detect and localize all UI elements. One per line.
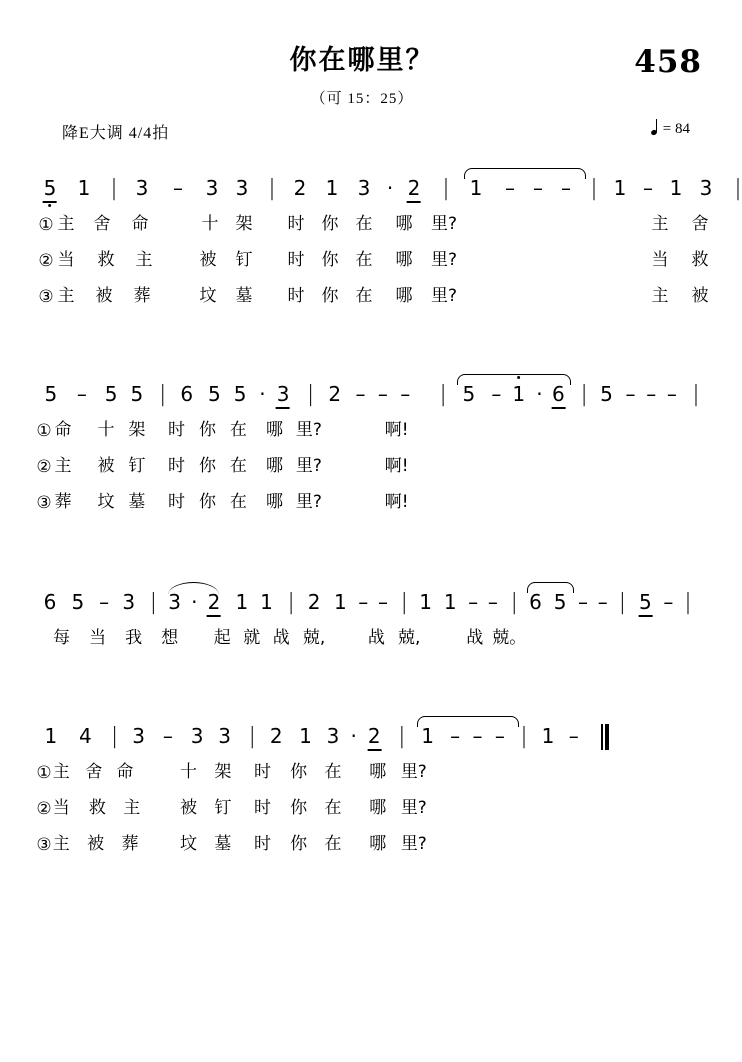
lyric-syllable: 里? bbox=[295, 456, 322, 476]
lyric-syllable: 主 bbox=[651, 286, 669, 306]
lyric-syllable: 在 bbox=[355, 250, 373, 270]
note-token: 1 bbox=[260, 590, 273, 614]
note-token: – bbox=[568, 724, 579, 748]
note-token: 5 bbox=[71, 590, 85, 614]
lyric-syllable: 当 bbox=[651, 250, 669, 270]
note-token: 1 bbox=[419, 590, 432, 614]
lyric-syllable: 葬 bbox=[54, 492, 72, 512]
lyric-syllable: 在 bbox=[355, 286, 373, 306]
lyric-syllable: 架 bbox=[128, 420, 146, 440]
lyric-syllable: 哪 bbox=[266, 456, 284, 476]
note-token: 1 bbox=[443, 590, 457, 614]
lyric-syllable: 墓 bbox=[214, 834, 232, 854]
lyric-syllable: 在 bbox=[324, 762, 342, 782]
lyric-syllable: 时 bbox=[167, 456, 185, 476]
lyric-syllable: 里? bbox=[430, 214, 458, 234]
note-token: – bbox=[505, 176, 515, 200]
system-3 bbox=[32, 584, 692, 660]
lyric-syllable: 坟 bbox=[97, 492, 115, 512]
lyric-syllable: 里? bbox=[430, 286, 458, 306]
lyric-syllable: 哪 bbox=[369, 798, 387, 818]
lyric-syllable: 你 bbox=[321, 250, 339, 270]
system-2-lyric-line bbox=[32, 452, 692, 488]
lyric-syllable: 墓 bbox=[235, 286, 253, 306]
note-token: 5 bbox=[104, 382, 118, 406]
note-token: – bbox=[533, 176, 543, 200]
lyric-syllable: 主 bbox=[651, 214, 669, 234]
lyric-syllable: 十 bbox=[201, 214, 219, 234]
note-token: – bbox=[377, 382, 388, 406]
note-token: 1 bbox=[669, 176, 683, 200]
system-2-notation bbox=[32, 376, 700, 416]
lyric-syllable: 时 bbox=[253, 762, 271, 782]
note-token: 1 bbox=[333, 590, 347, 614]
note-token: – bbox=[99, 590, 110, 614]
system-4-lyric-line bbox=[32, 794, 692, 830]
lyric-syllable: 我 bbox=[125, 628, 143, 648]
barline: | bbox=[520, 724, 528, 749]
barline: | bbox=[159, 382, 167, 407]
note-token: 6 bbox=[43, 590, 57, 614]
lyric-syllable: 哪 bbox=[266, 492, 284, 512]
note-token: 4 bbox=[78, 724, 92, 748]
lyric-syllable: 哪 bbox=[369, 834, 387, 854]
note-token: 5 bbox=[462, 382, 476, 406]
system-4-lyric-line bbox=[32, 830, 692, 866]
lyric-syllable: 当 bbox=[89, 628, 107, 648]
barline: | bbox=[287, 590, 295, 615]
lyric-syllable: 时 bbox=[253, 798, 271, 818]
lyric-syllable: 在 bbox=[355, 214, 373, 234]
note-token: · bbox=[191, 590, 198, 614]
eighth-beam bbox=[551, 407, 565, 409]
barline: | bbox=[590, 176, 598, 201]
lyric-syllable: 救 bbox=[691, 250, 709, 270]
lyric-syllable: 你 bbox=[321, 214, 339, 234]
barline: | bbox=[306, 382, 315, 407]
system-2-lyric-line bbox=[32, 488, 692, 524]
lyric-syllable: 被 bbox=[180, 798, 198, 818]
barline: | bbox=[734, 176, 742, 201]
note-token: 1 bbox=[421, 724, 434, 748]
note-token: – bbox=[377, 590, 388, 614]
system-1-lyric-line bbox=[32, 246, 709, 282]
lyric-syllable: 在 bbox=[324, 834, 342, 854]
lyric-syllable: 在 bbox=[229, 456, 247, 476]
note-token: 3 bbox=[235, 176, 249, 200]
lyric-syllable: 起 bbox=[213, 628, 231, 648]
verse-number: ① bbox=[38, 215, 54, 235]
lyric-syllable: 命 bbox=[54, 420, 72, 440]
lyric-syllable: 被 bbox=[87, 834, 105, 854]
note-token: – bbox=[646, 382, 657, 406]
lyric-syllable: 你 bbox=[290, 762, 308, 782]
lyric-syllable: 主 bbox=[57, 286, 75, 306]
lyric-syllable: 啊! bbox=[384, 492, 409, 512]
note-token: 5 bbox=[44, 178, 57, 198]
lyric-syllable: 时 bbox=[287, 214, 305, 234]
lyric-syllable: 战 bbox=[367, 628, 385, 648]
note-token: – bbox=[663, 590, 674, 614]
lyric-syllable: 时 bbox=[253, 834, 271, 854]
note-token: – bbox=[468, 590, 479, 614]
note-token: 3 bbox=[135, 176, 149, 200]
eighth-beam bbox=[638, 615, 652, 617]
system-1-lyric-line bbox=[32, 210, 709, 246]
lyric-syllable: 被 bbox=[691, 286, 709, 306]
system-2 bbox=[32, 376, 700, 524]
note-token: 5 bbox=[130, 382, 144, 406]
lyric-syllable: 命 bbox=[116, 762, 134, 782]
lyric-syllable: 兢, bbox=[302, 628, 326, 648]
lyric-syllable: 啊! bbox=[384, 456, 409, 476]
lyric-syllable: 舍 bbox=[691, 214, 709, 234]
note-token: 1 bbox=[613, 176, 627, 200]
eighth-beam bbox=[407, 201, 421, 203]
note-token: – bbox=[597, 590, 608, 614]
lyric-syllable: 兢, bbox=[397, 628, 421, 648]
note-token: – bbox=[578, 590, 589, 614]
lyric-syllable: 葬 bbox=[133, 286, 151, 306]
note-token: 3 bbox=[168, 590, 182, 614]
lyric-syllable: 被 bbox=[95, 286, 113, 306]
lyric-syllable: 哪 bbox=[266, 420, 284, 440]
final-barline bbox=[601, 724, 608, 750]
lyric-syllable: 救 bbox=[88, 798, 106, 818]
note-token: 2 bbox=[408, 178, 421, 198]
lyric-syllable: 钉 bbox=[235, 250, 253, 270]
eighth-beam bbox=[207, 615, 221, 617]
lyric-syllable: 想 bbox=[161, 628, 179, 648]
verse-number: ③ bbox=[36, 493, 52, 513]
lyric-syllable: 命 bbox=[131, 214, 149, 234]
system-4-notation bbox=[32, 718, 692, 758]
verse-number: ① bbox=[36, 763, 52, 783]
tempo-marking bbox=[651, 120, 690, 138]
note-token: 3 bbox=[205, 176, 219, 200]
barline: | bbox=[149, 590, 158, 615]
note-token: – bbox=[173, 176, 183, 200]
lyric-syllable: 时 bbox=[287, 286, 305, 306]
lyric-syllable: 舍 bbox=[85, 762, 103, 782]
note-token: 1 bbox=[541, 724, 555, 748]
barline: | bbox=[268, 176, 276, 201]
lyric-syllable: 哪 bbox=[369, 762, 387, 782]
key-and-time-signature: 降E大调 4/4拍 bbox=[62, 125, 170, 142]
note-token: 5 bbox=[639, 592, 652, 612]
verse-number: ③ bbox=[38, 287, 54, 307]
barline: | bbox=[110, 176, 118, 201]
system-4 bbox=[32, 718, 692, 866]
note-token: 2 bbox=[368, 726, 381, 746]
note-token: – bbox=[643, 176, 653, 200]
lyric-syllable: 坟 bbox=[199, 286, 217, 306]
note-token: 3 bbox=[277, 384, 290, 404]
lyric-syllable: 主 bbox=[135, 250, 153, 270]
barline: | bbox=[439, 382, 447, 407]
lyric-syllable: 主 bbox=[52, 834, 70, 854]
lyric-syllable: 主 bbox=[123, 798, 141, 818]
barline: | bbox=[110, 724, 119, 749]
lyric-syllable: 救 bbox=[97, 250, 115, 270]
note-token: 5 bbox=[44, 382, 58, 406]
lyric-syllable: 时 bbox=[167, 420, 185, 440]
note-token: 3 bbox=[122, 590, 136, 614]
note-token: 1 bbox=[299, 724, 312, 748]
octave-down-dot bbox=[48, 204, 51, 207]
note-token: · bbox=[536, 382, 543, 406]
note-token: 1 bbox=[235, 590, 249, 614]
lyric-syllable: 战 bbox=[272, 628, 290, 648]
lyric-syllable: 哪 bbox=[395, 250, 413, 270]
system-1-notation bbox=[32, 170, 742, 210]
lyric-syllable: 哪 bbox=[395, 214, 413, 234]
system-2-lyric-line bbox=[32, 416, 692, 452]
barline: | bbox=[248, 724, 256, 749]
lyric-syllable: 被 bbox=[97, 456, 115, 476]
note-token: 3 bbox=[190, 724, 204, 748]
note-token: 6 bbox=[180, 382, 194, 406]
lyric-syllable: 哪 bbox=[395, 286, 413, 306]
note-token: 2 bbox=[293, 176, 307, 200]
note-token: 6 bbox=[552, 384, 565, 404]
lyric-syllable: 里? bbox=[430, 250, 458, 270]
note-token: – bbox=[358, 590, 369, 614]
note-token: – bbox=[491, 382, 502, 406]
octave-up-dot bbox=[517, 376, 520, 379]
barline: | bbox=[442, 176, 450, 201]
lyric-syllable: 里? bbox=[400, 762, 427, 782]
system-1-lyric-line bbox=[32, 282, 709, 318]
verse-number: ① bbox=[36, 421, 52, 441]
note-token: · bbox=[259, 382, 266, 406]
note-token: 1 bbox=[77, 176, 91, 200]
lyric-syllable: 战 bbox=[466, 628, 484, 648]
note-token: – bbox=[561, 176, 571, 200]
note-token: – bbox=[625, 382, 636, 406]
page-number: 458 bbox=[634, 44, 702, 80]
eighth-beam bbox=[367, 749, 381, 751]
note-token: – bbox=[162, 724, 173, 748]
note-token: 3 bbox=[132, 724, 145, 748]
barline: | bbox=[692, 382, 700, 407]
lyric-syllable: 葬 bbox=[121, 834, 139, 854]
note-token: – bbox=[400, 382, 411, 406]
verse-number: ② bbox=[36, 457, 52, 477]
lyric-syllable: 在 bbox=[229, 492, 247, 512]
lyric-syllable: 当 bbox=[57, 250, 75, 270]
lyric-syllable: 你 bbox=[321, 286, 339, 306]
lyric-syllable: 你 bbox=[198, 420, 216, 440]
lyric-syllable: 你 bbox=[198, 456, 216, 476]
note-token: 3 bbox=[218, 724, 231, 748]
notation-meta bbox=[0, 120, 724, 144]
note-token: · bbox=[350, 724, 357, 748]
note-token: 2 bbox=[328, 382, 342, 406]
lyric-syllable: 时 bbox=[167, 492, 185, 512]
note-token: 1 bbox=[512, 384, 525, 404]
lyric-syllable: 里? bbox=[400, 798, 427, 818]
lyric-syllable: 主 bbox=[52, 762, 70, 782]
lyric-syllable: 坟 bbox=[180, 834, 198, 854]
verse-number: ③ bbox=[36, 835, 52, 855]
note-token: 5 bbox=[553, 590, 567, 614]
system-4-lyric-line bbox=[32, 758, 692, 794]
barline: | bbox=[580, 382, 588, 407]
note-token: 5 bbox=[233, 382, 247, 406]
lyric-syllable: 你 bbox=[198, 492, 216, 512]
lyric-syllable: 兢。 bbox=[492, 628, 527, 648]
note-token: 3 bbox=[699, 176, 713, 200]
lyric-syllable: 啊! bbox=[384, 420, 409, 440]
quarter-note-icon bbox=[651, 120, 659, 135]
lyric-syllable: 里? bbox=[295, 420, 322, 440]
lyric-syllable: 钉 bbox=[214, 798, 232, 818]
page-title: 你在哪里？ bbox=[289, 45, 435, 76]
note-token: 3 bbox=[357, 176, 371, 200]
note-token: – bbox=[494, 724, 505, 748]
system-1 bbox=[32, 170, 742, 318]
system-3-notation bbox=[32, 584, 692, 624]
lyric-syllable: 时 bbox=[287, 250, 305, 270]
note-token: · bbox=[386, 176, 394, 200]
tempo-value: = 84 bbox=[662, 121, 690, 137]
lyric-syllable: 你 bbox=[290, 834, 308, 854]
lyric-syllable: 钉 bbox=[128, 456, 146, 476]
note-token: – bbox=[666, 382, 677, 406]
note-token: – bbox=[355, 382, 366, 406]
lyric-syllable: 当 bbox=[52, 798, 70, 818]
note-token: 2 bbox=[307, 590, 321, 614]
note-token: 6 bbox=[529, 590, 542, 614]
note-token: 1 bbox=[469, 176, 483, 200]
lyric-syllable: 在 bbox=[229, 420, 247, 440]
note-token: 3 bbox=[326, 724, 340, 748]
music-systems bbox=[0, 170, 742, 866]
lyric-syllable: 被 bbox=[199, 250, 217, 270]
lyric-syllable: 架 bbox=[214, 762, 232, 782]
verse-number: ② bbox=[36, 799, 52, 819]
lyric-syllable: 你 bbox=[290, 798, 308, 818]
barline: | bbox=[510, 590, 518, 615]
barline: | bbox=[618, 590, 627, 615]
note-token: – bbox=[76, 382, 87, 406]
note-token: 2 bbox=[208, 592, 221, 612]
eighth-beam bbox=[276, 407, 290, 409]
lyric-syllable: 十 bbox=[180, 762, 198, 782]
lyric-syllable: 十 bbox=[97, 420, 115, 440]
note-token: 1 bbox=[325, 176, 339, 200]
barline: | bbox=[398, 724, 406, 749]
lyric-syllable: 舍 bbox=[93, 214, 111, 234]
note-token: 5 bbox=[600, 382, 613, 406]
scripture-reference: （可 15：25） bbox=[310, 91, 414, 107]
note-token: – bbox=[450, 724, 461, 748]
lyric-syllable: 墓 bbox=[128, 492, 146, 512]
lyric-syllable: 架 bbox=[235, 214, 253, 234]
lyric-syllable: 主 bbox=[57, 214, 75, 234]
note-token: 1 bbox=[44, 724, 58, 748]
note-token: 2 bbox=[269, 724, 283, 748]
note-token: 5 bbox=[207, 382, 221, 406]
lyric-syllable: 每 bbox=[53, 628, 71, 648]
lyric-syllable: 在 bbox=[324, 798, 342, 818]
sheet-music-page bbox=[0, 38, 742, 1062]
lyric-syllable: 主 bbox=[54, 456, 72, 476]
note-token: – bbox=[487, 590, 498, 614]
note-token: – bbox=[472, 724, 483, 748]
system-3-lyric-line bbox=[32, 624, 692, 660]
barline: | bbox=[684, 590, 692, 615]
barline: | bbox=[400, 590, 408, 615]
verse-number: ② bbox=[38, 251, 54, 271]
lyric-syllable: 里? bbox=[295, 492, 322, 512]
eighth-beam bbox=[43, 201, 57, 203]
lyric-syllable: 里? bbox=[400, 834, 427, 854]
lyric-syllable: 就 bbox=[243, 628, 261, 648]
